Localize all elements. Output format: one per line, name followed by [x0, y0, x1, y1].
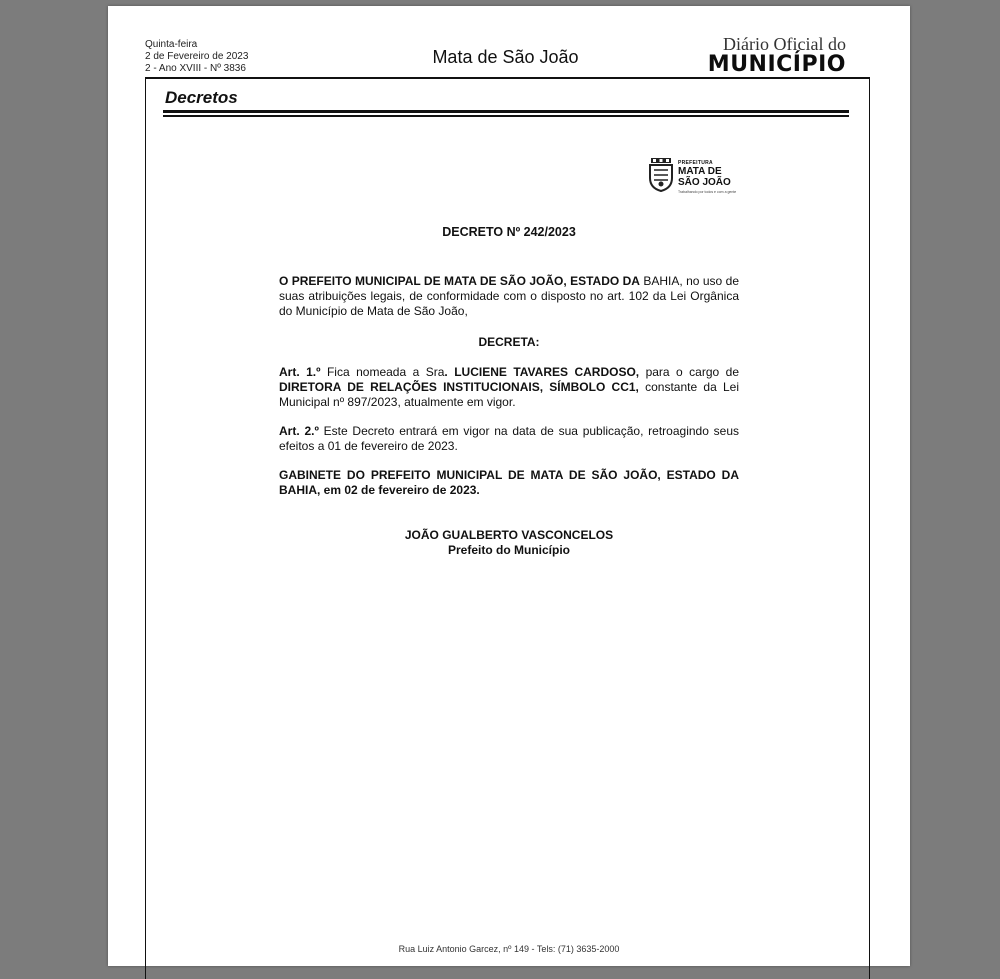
publication-date: 2 de Fevereiro de 2023 [145, 51, 249, 62]
section-rule-secondary [163, 115, 849, 117]
article-1-label: Art. 1.º [279, 365, 321, 379]
prefeitura-logo [648, 158, 738, 198]
preamble-bold: O PREFEITO MUNICIPAL DE MATA DE SÃO JOÃO, ESTADO DA [279, 274, 640, 288]
article-1 [279, 365, 739, 410]
city-name: Mata de São João [432, 47, 579, 67]
closing-statement: GABINETE DO PREFEITO MUNICIPAL DE MATA DE SÃO JOÃO, ESTADO DA BAHIA, em 02 de fevereiro de 2023. [279, 468, 739, 497]
masthead-logo [708, 35, 846, 77]
frame-left-rule [145, 79, 146, 979]
weekday: Quinta-feira [145, 39, 198, 50]
masthead-line2: MUNICÍPIO [707, 52, 846, 77]
signer-name: JOÃO GUALBERTO VASCONCELOS [404, 528, 614, 542]
article-1-text3: constante da Lei Municipal nº 897/2023, atualmente em vigor. [279, 380, 740, 409]
coat-of-arms-icon [648, 158, 674, 192]
logo-name-line1: MATA DE [678, 166, 722, 177]
logo-prefix: PREFEITURA [678, 160, 713, 166]
preamble-text: BAHIA, no uso de suas atribuições legais, de conformidade com o disposto no art. 102 da Lei Orgânica do Município de Mata de São João, [279, 274, 739, 318]
article-2-text: Este Decreto entrará em vigor na data de sua publicação, retroagindo seus efeitos a 01 de fevereiro de 2023. [279, 424, 740, 453]
article-2-label: Art. 2.º [279, 424, 319, 438]
decree-preamble [279, 274, 739, 319]
decree-title: DECRETO Nº 242/2023 [442, 225, 576, 239]
article-2 [279, 424, 739, 454]
decreta-heading: DECRETA: [478, 335, 540, 349]
logo-name-line2: SÃO JOÃO [678, 177, 731, 188]
article-1-text1: Fica nomeada a Sra [320, 365, 445, 379]
section-title: Decretos [165, 88, 238, 107]
section-rule [163, 110, 849, 113]
edition-number: 2 - Ano XVIII - Nº 3836 [145, 63, 246, 74]
document-page [108, 6, 910, 966]
appointee-role: DIRETORA DE RELAÇÕES INSTITUCIONAIS, SÍMBOLO CC1, [279, 380, 639, 394]
logo-tagline: Trabalhando por todos e com a gente [678, 190, 737, 194]
frame-right-rule [869, 79, 870, 979]
masthead-line1: Diário Oficial do [723, 34, 846, 54]
signer-role: Prefeito do Município [448, 543, 570, 557]
page-footer: Rua Luiz Antonio Garcez, nº 149 - Tels: (71) 3635-2000 [398, 944, 620, 954]
header-rule [145, 77, 870, 79]
appointee-name: . LUCIENE TAVARES CARDOSO, [444, 365, 640, 379]
article-1-text2: para o cargo de [639, 365, 740, 379]
edition-info [145, 39, 248, 75]
